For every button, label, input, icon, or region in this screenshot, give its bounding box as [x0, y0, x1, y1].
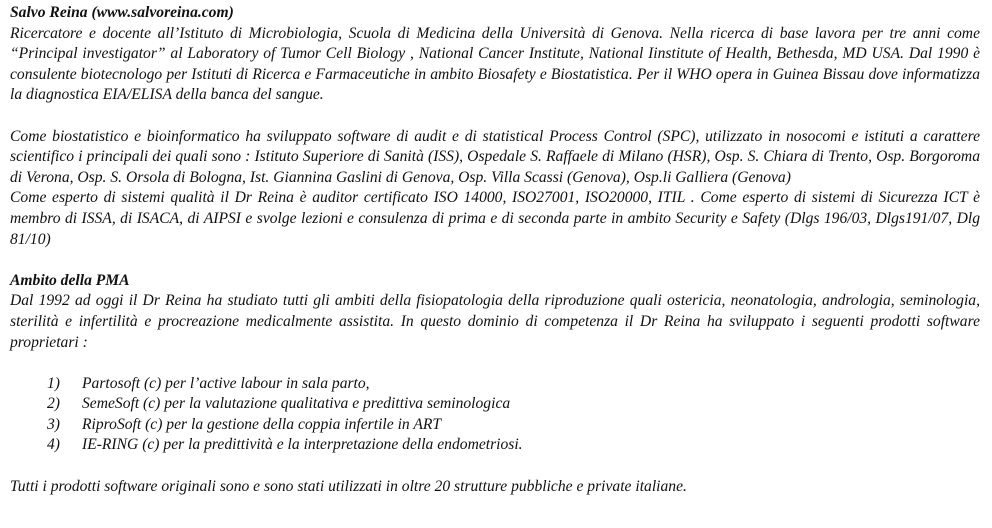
pma-paragraph: Dal 1992 ad oggi il Dr Reina ha studiato tutti gli ambiti della fisiopatologia della riproduzione quali ostericia, neonatologia, andrologia, seminologia, sterilità e infertilità e procreazione medicalmente assistita. In questo dominio di competenza il Dr Reina ha sviluppato i seguenti prodotti software proprietari :	[10, 292, 980, 351]
pma-heading: Ambito della PMA	[10, 271, 130, 289]
list-item-text: IE-RING (c) per la predittività e la interpretazione della endometriosi.	[82, 436, 523, 454]
paragraph-gap	[10, 456, 980, 477]
paragraph-gap	[10, 106, 980, 127]
quality-security-paragraph: Come esperto di sistemi qualità il Dr Reina è auditor certificato ISO 14000, ISO27001, ISO20000, ITIL . Come esperto di sistemi di Sicurezza ICT è membro di ISSA, di ISACA, di AIPSI e svolge lezioni e consulenza di prima e di seconda parte in ambito Security e Safety (Dlgs 196/03, Dlgs191/07, Dlg 81/10)	[10, 189, 980, 248]
list-item	[10, 415, 980, 436]
list-item-number: 1)	[47, 374, 60, 392]
list-item	[10, 435, 980, 456]
list-item-number: 2)	[47, 395, 60, 413]
list-item-number: 3)	[47, 415, 60, 433]
paragraph-gap	[10, 250, 980, 271]
list-item-text: RiproSoft (c) per la gestione della coppia infertile in ART	[82, 415, 442, 433]
list-item	[10, 394, 980, 415]
document-page	[10, 3, 980, 497]
list-item-text: Partosoft (c) per l’active labour in sala parto,	[82, 374, 370, 392]
paragraph-gap	[10, 353, 980, 374]
list-item	[10, 374, 980, 395]
list-item-number: 4)	[47, 436, 60, 454]
intro-paragraph: Ricercatore e docente all’Istituto di Microbiologia, Scuola di Medicina della Università di Genova. Nella ricerca di base lavora per tre anni come “Principal investigator” al Laboratory of Tumor Cell Biology , National Cancer Institute, National Iinstitute of Health, Bethesda, MD USA. Dal 1990 è consulente biotecnologo per Istituti di Ricerca e Farmaceutiche in ambito Biosafety e Biostatistica. Per il WHO opera in Guinea Bissau dove informatizza la diagnostica EIA/ELISA della banca del sangue.	[10, 24, 980, 104]
software-products-list	[10, 374, 980, 456]
author-heading: Salvo Reina (www.salvoreina.com)	[10, 4, 234, 21]
biostatistics-paragraph: Come biostatistico e bioinformatico ha sviluppato software di audit e di statistical Process Control (SPC), utilizzato in nosocomi e istituti a carattere scientifico i principali dei quali sono : Istituto Superiore di Sanità (ISS), Ospedale S. Raffaele di Milano (HSR), Osp. S. Chiara di Trento, Osp. Borgoroma di Verona, Osp. S. Orsola di Bologna, Ist. Giannina Gaslini di Genova, Osp. Villa Scassi (Genova), Osp.li Galliera (Genova)	[10, 127, 980, 186]
list-item-text: SemeSoft (c) per la valutazione qualitativa e predittiva seminologica	[82, 395, 511, 413]
closing-paragraph: Tutti i prodotti software originali sono e sono stati utilizzati in oltre 20 strutture pubbliche e private italiane.	[10, 477, 687, 495]
